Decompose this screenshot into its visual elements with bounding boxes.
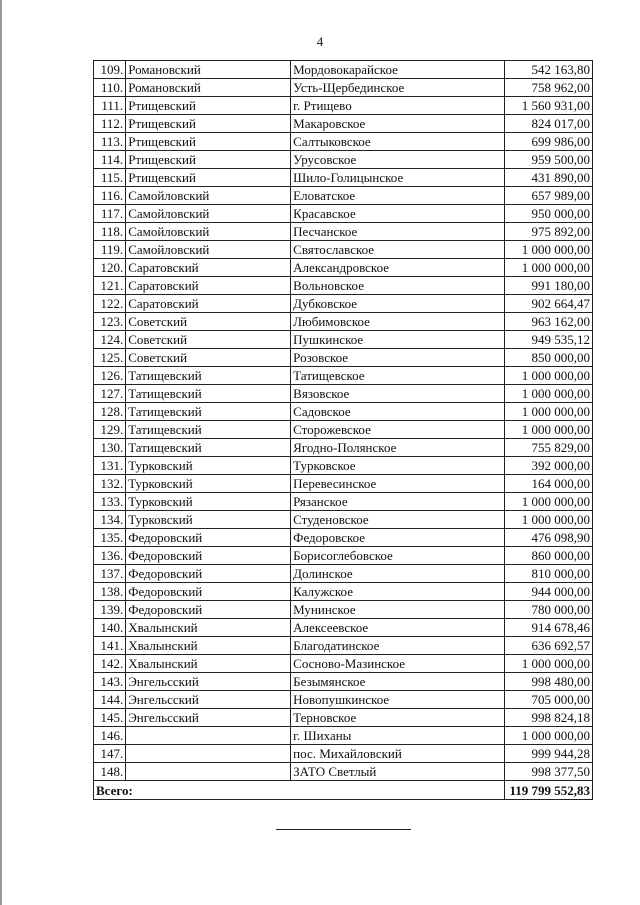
row-number: 142. (94, 655, 126, 673)
district-name: Ртищевский (126, 169, 291, 187)
amount: 998 824,18 (505, 709, 593, 727)
table-row (94, 97, 593, 115)
row-number: 116. (94, 187, 126, 205)
district-name: Энгельсский (126, 709, 291, 727)
row-number: 125. (94, 349, 126, 367)
municipality-name: Святославское (291, 241, 505, 259)
row-number: 112. (94, 115, 126, 133)
municipality-name: ЗАТО Светлый (291, 763, 505, 781)
amount: 755 829,00 (505, 439, 593, 457)
row-number: 145. (94, 709, 126, 727)
amount: 780 000,00 (505, 601, 593, 619)
table-row (94, 421, 593, 439)
district-name: Хвалынский (126, 637, 291, 655)
municipality-name: Дубковское (291, 295, 505, 313)
municipality-name: г. Ртищево (291, 97, 505, 115)
amount: 963 162,00 (505, 313, 593, 331)
row-number: 131. (94, 457, 126, 475)
amount: 850 000,00 (505, 349, 593, 367)
table-row (94, 457, 593, 475)
total-row (94, 781, 593, 800)
district-name: Хвалынский (126, 619, 291, 637)
district-name: Советский (126, 349, 291, 367)
amount: 1 000 000,00 (505, 727, 593, 745)
district-name (126, 727, 291, 745)
table-row (94, 349, 593, 367)
allocation-table (93, 60, 593, 800)
table-row (94, 439, 593, 457)
amount: 810 000,00 (505, 565, 593, 583)
amount: 431 890,00 (505, 169, 593, 187)
row-number: 110. (94, 79, 126, 97)
district-name: Саратовский (126, 277, 291, 295)
table-row (94, 763, 593, 781)
amount: 476 098,90 (505, 529, 593, 547)
municipality-name: Сосново-Мазинское (291, 655, 505, 673)
municipality-name: пос. Михайловский (291, 745, 505, 763)
amount: 959 500,00 (505, 151, 593, 169)
table-row (94, 61, 593, 79)
district-name: Федоровский (126, 547, 291, 565)
municipality-name: Песчанское (291, 223, 505, 241)
table-row (94, 583, 593, 601)
table-row (94, 79, 593, 97)
table-row (94, 547, 593, 565)
left-page-edge (0, 0, 2, 905)
district-name: Татищевский (126, 403, 291, 421)
table-row (94, 673, 593, 691)
table-row (94, 745, 593, 763)
amount: 699 986,00 (505, 133, 593, 151)
row-number: 132. (94, 475, 126, 493)
municipality-name: Пушкинское (291, 331, 505, 349)
district-name: Турковский (126, 457, 291, 475)
municipality-name: Вольновское (291, 277, 505, 295)
district-name: Федоровский (126, 583, 291, 601)
amount: 1 000 000,00 (505, 259, 593, 277)
row-number: 133. (94, 493, 126, 511)
amount: 1 000 000,00 (505, 403, 593, 421)
row-number: 137. (94, 565, 126, 583)
municipality-name: г. Шиханы (291, 727, 505, 745)
municipality-name: Благодатинское (291, 637, 505, 655)
district-name: Ртищевский (126, 151, 291, 169)
table-row (94, 529, 593, 547)
row-number: 136. (94, 547, 126, 565)
municipality-name: Безымянское (291, 673, 505, 691)
row-number: 126. (94, 367, 126, 385)
amount: 1 000 000,00 (505, 655, 593, 673)
table-row (94, 331, 593, 349)
table-row (94, 655, 593, 673)
table-row (94, 601, 593, 619)
table-row (94, 313, 593, 331)
row-number: 114. (94, 151, 126, 169)
row-number: 138. (94, 583, 126, 601)
amount: 991 180,00 (505, 277, 593, 295)
district-name: Саратовский (126, 295, 291, 313)
amount: 392 000,00 (505, 457, 593, 475)
table-row (94, 133, 593, 151)
district-name: Ртищевский (126, 133, 291, 151)
district-name: Турковский (126, 475, 291, 493)
row-number: 123. (94, 313, 126, 331)
amount: 542 163,80 (505, 61, 593, 79)
district-name: Ртищевский (126, 115, 291, 133)
amount: 657 989,00 (505, 187, 593, 205)
municipality-name: Татищевское (291, 367, 505, 385)
row-number: 118. (94, 223, 126, 241)
row-number: 111. (94, 97, 126, 115)
municipality-name: Студеновское (291, 511, 505, 529)
table-row (94, 241, 593, 259)
municipality-name: Любимовское (291, 313, 505, 331)
amount: 1 000 000,00 (505, 421, 593, 439)
table-body (94, 61, 593, 781)
amount: 1 000 000,00 (505, 241, 593, 259)
table-row (94, 259, 593, 277)
municipality-name: Рязанское (291, 493, 505, 511)
municipality-name: Салтыковское (291, 133, 505, 151)
table-row (94, 511, 593, 529)
municipality-name: Макаровское (291, 115, 505, 133)
municipality-name: Сторожевское (291, 421, 505, 439)
municipality-name: Красавское (291, 205, 505, 223)
amount: 1 000 000,00 (505, 511, 593, 529)
amount: 998 480,00 (505, 673, 593, 691)
row-number: 109. (94, 61, 126, 79)
row-number: 143. (94, 673, 126, 691)
district-name: Федоровский (126, 529, 291, 547)
municipality-name: Борисоглебовское (291, 547, 505, 565)
district-name: Федоровский (126, 601, 291, 619)
municipality-name: Садовское (291, 403, 505, 421)
row-number: 127. (94, 385, 126, 403)
row-number: 119. (94, 241, 126, 259)
district-name (126, 745, 291, 763)
table-row (94, 475, 593, 493)
district-name: Татищевский (126, 385, 291, 403)
municipality-name: Алексеевское (291, 619, 505, 637)
table-row (94, 223, 593, 241)
amount: 824 017,00 (505, 115, 593, 133)
district-name: Советский (126, 331, 291, 349)
municipality-name: Усть-Щербединское (291, 79, 505, 97)
row-number: 139. (94, 601, 126, 619)
district-name (126, 763, 291, 781)
table-row (94, 295, 593, 313)
municipality-name: Александровское (291, 259, 505, 277)
amount: 860 000,00 (505, 547, 593, 565)
row-number: 113. (94, 133, 126, 151)
table-row (94, 187, 593, 205)
table-row (94, 205, 593, 223)
table-row (94, 151, 593, 169)
row-number: 148. (94, 763, 126, 781)
row-number: 134. (94, 511, 126, 529)
row-number: 121. (94, 277, 126, 295)
row-number: 147. (94, 745, 126, 763)
municipality-name: Вязовское (291, 385, 505, 403)
row-number: 135. (94, 529, 126, 547)
table-row (94, 385, 593, 403)
amount: 902 664,47 (505, 295, 593, 313)
municipality-name: Мунинское (291, 601, 505, 619)
municipality-name: Розовское (291, 349, 505, 367)
district-name: Турковский (126, 511, 291, 529)
district-name: Саратовский (126, 259, 291, 277)
municipality-name: Новопушкинское (291, 691, 505, 709)
municipality-name: Урусовское (291, 151, 505, 169)
table-row (94, 493, 593, 511)
table-row (94, 619, 593, 637)
table-row (94, 403, 593, 421)
municipality-name: Турковское (291, 457, 505, 475)
amount: 636 692,57 (505, 637, 593, 655)
amount: 1 560 931,00 (505, 97, 593, 115)
amount: 758 962,00 (505, 79, 593, 97)
table-row (94, 277, 593, 295)
district-name: Самойловский (126, 223, 291, 241)
municipality-name: Терновское (291, 709, 505, 727)
amount: 998 377,50 (505, 763, 593, 781)
district-name: Романовский (126, 79, 291, 97)
row-number: 122. (94, 295, 126, 313)
table-row (94, 709, 593, 727)
amount: 1 000 000,00 (505, 367, 593, 385)
row-number: 144. (94, 691, 126, 709)
amount: 164 000,00 (505, 475, 593, 493)
district-name: Татищевский (126, 421, 291, 439)
district-name: Татищевский (126, 439, 291, 457)
table-row (94, 565, 593, 583)
page-number: 4 (316, 34, 324, 49)
amount: 944 000,00 (505, 583, 593, 601)
municipality-name: Ягодно-Полянское (291, 439, 505, 457)
table-row (94, 691, 593, 709)
row-number: 129. (94, 421, 126, 439)
row-number: 130. (94, 439, 126, 457)
municipality-name: Федоровское (291, 529, 505, 547)
district-name: Самойловский (126, 205, 291, 223)
district-name: Хвалынский (126, 655, 291, 673)
table-row (94, 169, 593, 187)
amount: 1 000 000,00 (505, 385, 593, 403)
row-number: 124. (94, 331, 126, 349)
row-number: 117. (94, 205, 126, 223)
closing-line (276, 829, 411, 830)
table-row (94, 727, 593, 745)
municipality-name: Долинское (291, 565, 505, 583)
amount: 914 678,46 (505, 619, 593, 637)
row-number: 120. (94, 259, 126, 277)
district-name: Энгельсский (126, 673, 291, 691)
table-row (94, 637, 593, 655)
row-number: 115. (94, 169, 126, 187)
district-name: Татищевский (126, 367, 291, 385)
municipality-name: Мордовокарайское (291, 61, 505, 79)
district-name: Турковский (126, 493, 291, 511)
district-name: Ртищевский (126, 97, 291, 115)
row-number: 146. (94, 727, 126, 745)
district-name: Самойловский (126, 241, 291, 259)
amount: 705 000,00 (505, 691, 593, 709)
amount: 999 944,28 (505, 745, 593, 763)
district-name: Федоровский (126, 565, 291, 583)
table-row (94, 367, 593, 385)
municipality-name: Шило-Голицынское (291, 169, 505, 187)
amount: 949 535,12 (505, 331, 593, 349)
district-name: Советский (126, 313, 291, 331)
total-amount: 119 799 552,83 (505, 781, 593, 800)
district-name: Романовский (126, 61, 291, 79)
municipality-name: Перевесинское (291, 475, 505, 493)
row-number: 141. (94, 637, 126, 655)
amount: 975 892,00 (505, 223, 593, 241)
municipality-name: Еловатское (291, 187, 505, 205)
municipality-name: Калужское (291, 583, 505, 601)
table-row (94, 115, 593, 133)
amount: 950 000,00 (505, 205, 593, 223)
row-number: 140. (94, 619, 126, 637)
total-label: Всего: (94, 781, 505, 800)
district-name: Энгельсский (126, 691, 291, 709)
district-name: Самойловский (126, 187, 291, 205)
row-number: 128. (94, 403, 126, 421)
amount: 1 000 000,00 (505, 493, 593, 511)
